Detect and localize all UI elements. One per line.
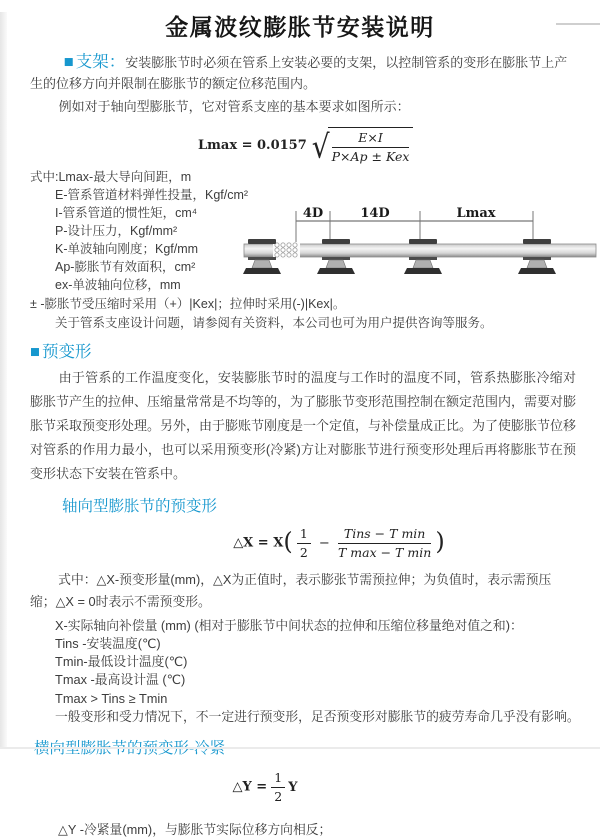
- dim-label-lmax: Lmax: [456, 206, 496, 221]
- axial-variable-lines: [55, 617, 600, 727]
- formula-numerator: E×I: [332, 130, 410, 148]
- scan-artifact-line: [556, 23, 600, 25]
- variable-line: Tmin-最低设计温度(℃): [55, 654, 188, 670]
- axial-predeform-subheading: 轴向型膨胀节的预变形: [62, 498, 218, 516]
- support-section-heading: [64, 53, 125, 71]
- dimension-line: [296, 206, 533, 244]
- definition-line: E-管系管道材料弹性投量，Kgf/cm²: [55, 188, 249, 203]
- half-fraction: [297, 526, 311, 560]
- open-paren: (: [283, 527, 293, 556]
- fraction-denominator: T max − T min: [337, 544, 432, 560]
- fraction-numerator: 1: [271, 770, 285, 788]
- dim-label-4d: 4D: [302, 206, 324, 221]
- pipe-support-diagram: [242, 204, 598, 284]
- scan-edge-bottom: [0, 747, 600, 749]
- axial-formula-note: 式中：△X-预变形量(mm)，△X为正值时，表示膨张节需预拉伸；为负值时，表示需预压缩；△X = 0时表示不需预变形。: [30, 571, 552, 609]
- formula-lhs: Lmax = 0.0157: [198, 138, 307, 154]
- definition-line: P-设计压力，Kgf/mm²: [55, 224, 178, 239]
- radical-sign: √: [311, 127, 330, 166]
- axial-predeform-formula: [0, 526, 600, 560]
- temperature-fraction: [338, 526, 431, 560]
- cold-tightening-note: △Y -冷紧量(mm)，与膨胀节实际位移方向相反；: [58, 821, 332, 837]
- definition-line: Ap-膨胀节有效面积，cm²: [55, 260, 196, 275]
- half-fraction: [271, 770, 285, 804]
- bellows: [273, 242, 300, 259]
- variable-line: X-实际轴向补偿量 (mm) (相对于膨胀节中间状态的拉伸和压缩位移量绝对值之和)：: [55, 617, 523, 633]
- close-paren: ): [435, 527, 445, 556]
- predeform-section-heading: [30, 338, 600, 362]
- fraction-denominator: 2: [299, 544, 308, 560]
- guide-spacing-formula: [198, 127, 600, 164]
- support-heading-label: 支架：: [75, 53, 126, 71]
- support-example-line: 例如对于轴向型膨胀节，它对管系支座的基本要求如图所示：: [58, 99, 410, 114]
- formula-lhs: △X = X: [233, 535, 284, 551]
- definition-line: K-单波轴向刚度；Kgf/mm: [55, 242, 199, 257]
- formula-rhs: Y: [288, 779, 298, 795]
- predeform-body-paragraph: 由于管系的工作温度变化，安装膨胀节时的温度与工作时的温度不同，管系热膨胀冷缩对膨胀节产生的拉伸、压缩量常常是不均等的，为了膨胀节变形范围控制在额定范围内，需要对膨胀节采取预变形处理。另外，由于膨账节刚度是一个定值，与补偿量成正比。为了使膨胀节位移对管系的作用力最小，也可以采用预变形(冷紧)方让对膨胀节进行预变形处理后再将膨胀节在预变形状态下安装在管系中。: [30, 370, 577, 482]
- plus-minus-note: ± -膨胀节受压缩时采用（+）|Kex|；拉伸时采用(-)|Kex|。: [30, 297, 346, 312]
- section-square-icon: ■: [63, 53, 74, 71]
- variable-line: Tmax > Tins ≥ Tmin: [55, 690, 168, 706]
- dim-label-14d: 14D: [360, 206, 390, 221]
- minus-operator: −: [318, 535, 330, 551]
- document-page: [0, 12, 600, 837]
- definition-line: 式中:Lmax-最大导向间距，m: [30, 170, 192, 185]
- radicand: [328, 127, 414, 164]
- scan-edge-left: [0, 12, 7, 749]
- fraction-numerator: 1: [297, 526, 311, 544]
- formula-lhs: △Y =: [232, 779, 268, 795]
- definition-line: ex-单波轴向位移，mm: [55, 278, 181, 293]
- fraction-denominator: 2: [274, 788, 283, 804]
- lateral-predeform-formula: [0, 770, 600, 804]
- section-square-icon: ■: [30, 343, 40, 362]
- variable-line: 一般变形和受力情况下，不一定进行预变形，足否预变形对膨胀节的疲劳寿命几乎没有影响。: [55, 708, 580, 724]
- variable-line: Tins -安装温度(℃): [55, 635, 161, 651]
- variable-line: Tmax -最高设计温 (℃): [55, 672, 186, 688]
- predeform-heading-label: 预变形: [41, 343, 92, 362]
- formula-denominator: P×Ap ± Kex: [331, 148, 410, 164]
- consult-note: 关于管系支座设计问题，请参阅有关资料，本公司也可为用户提供咨询等服务。: [55, 316, 493, 331]
- support-intro-paragraph: [30, 52, 576, 94]
- definition-line: I-管系管道的惯性矩，cm⁴: [55, 206, 198, 221]
- page-title: 金属波纹膨胀节安装说明: [165, 14, 435, 40]
- fraction-numerator: Tins − T min: [338, 526, 431, 544]
- support-intro-text: 安装膨胀节时必须在管系上安装必要的支架，以控制管系的变形在膨胀节上产生的位移方向并限制在膨胀节的额定位移范围内。: [30, 55, 568, 91]
